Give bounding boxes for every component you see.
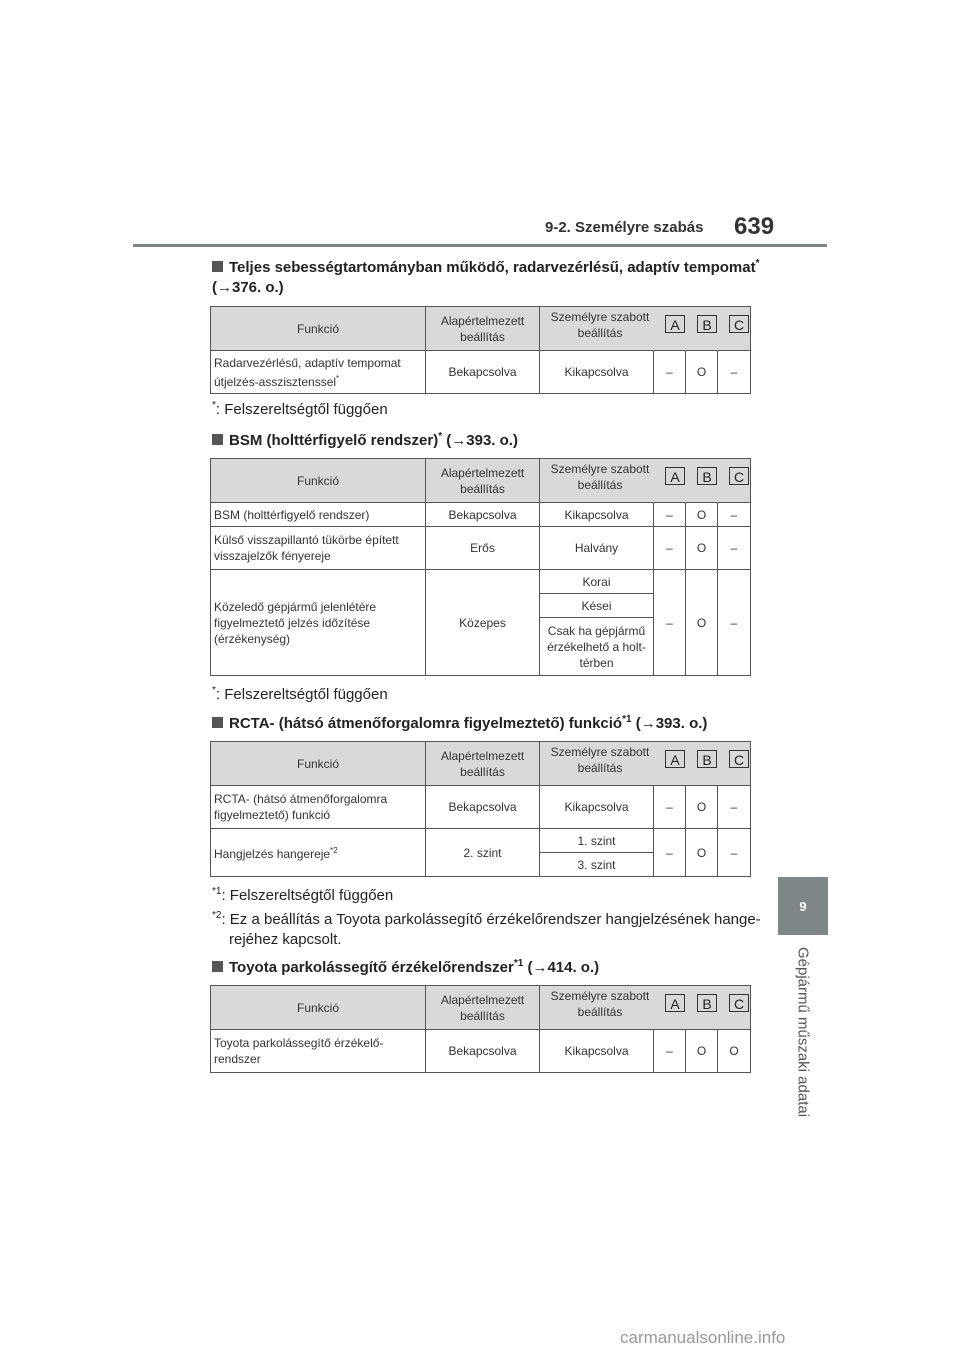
footnote-mark: *1 [513,958,524,969]
col-a-value: – [654,570,686,676]
table-header-row [211,307,751,351]
default-value: Bekapcsolva [426,786,540,829]
section1-ref [212,279,284,296]
label-c-icon: C [729,467,749,485]
col-b-value: O [686,570,718,676]
label-a-icon: A [665,315,685,333]
footnote-2 [212,685,388,703]
settings-table-3 [210,741,751,877]
label-a-icon: A [665,750,685,768]
footnote-mark: * [438,431,443,442]
col-b-value: O [686,786,718,829]
label-b-icon: B [697,750,717,768]
col-a-value: – [654,527,686,570]
col-funkcio: Funkció [211,986,426,1030]
footnote-mark: *2 [212,910,222,921]
section3-heading [212,714,707,732]
row-label [211,829,426,877]
custom-option: Korai [540,570,654,594]
page-number: 639 [734,213,775,240]
row-label [211,351,426,394]
chapter-side-title-text: Gépjármű műszaki adatai [794,946,812,1118]
footnote-text: : Felszereltségtől függően [221,887,394,904]
settings-table-2 [210,458,751,676]
col-custom: Személyre szabott beállítás [550,744,650,775]
table-row [211,503,751,527]
section3-title: RCTA- (hátsó átmenőforgalomra figyelmeztető) funkció [229,715,623,732]
col-default: Alapértelmezett beállítás [426,307,540,351]
footnote-mark: * [755,258,760,269]
default-value: 2. szint [426,829,540,877]
custom-value: Kikapcsolva [540,503,654,527]
chapter-side-title [760,942,846,1122]
label-b-icon: B [697,315,717,333]
footnote-mark: * [212,685,216,696]
row-label: BSM (holttérfigyelő rendszer) [211,503,426,527]
page-ref: (→376. o.) [212,279,284,296]
col-c-value: – [718,786,751,829]
custom-option: 3. szint [540,853,654,877]
col-custom: Személyre szabott beállítás [550,988,650,1019]
footnote-text: : Felszereltségtől függően [215,686,388,703]
col-a-value: – [654,503,686,527]
bullet-square-icon [212,961,223,972]
footnote-3b [212,910,761,928]
col-custom-group [540,459,751,503]
footnote-3b-cont: rejéhez kapcsolt. [229,931,342,948]
page-ref: (→393. o.) [442,432,518,449]
label-c-icon: C [729,994,749,1012]
custom-option: Kései [540,594,654,618]
col-funkcio: Funkció [211,459,426,503]
default-value: Bekapcsolva [426,1030,540,1073]
col-custom: Személyre szabott beállítás [550,461,650,492]
default-value: Bekapcsolva [426,351,540,394]
col-b-value: O [686,351,718,394]
page-ref: (→414. o.) [523,959,600,976]
col-a-value: – [654,829,686,877]
row-label: Toyota parkolássegítő érzékelő-rendszer [211,1030,426,1073]
label-c-icon: C [729,750,749,768]
col-custom-group [540,742,751,786]
row-label: Közeledő gépjármű jelenlétére figyelmeztető jelzés időzítése (érzékenység) [211,570,426,676]
row-label-text: Hangjelzés hangereje [214,847,331,861]
table-row [211,527,751,570]
section2-title: BSM (holttérfigyelő rendszer) [229,432,439,449]
footnote-text: : Felszereltségtől függően [215,401,388,418]
table-header-row [211,459,751,503]
bullet-square-icon [212,261,223,272]
bullet-square-icon [212,434,223,445]
label-a-icon: A [665,994,685,1012]
col-funkcio: Funkció [211,742,426,786]
col-a-value: – [654,1030,686,1073]
col-a-value: – [654,351,686,394]
table-header-row [211,742,751,786]
footnote-text: : Ez a beállítás a Toyota parkolássegítő érzékelőrendszer hangjelzésének hange- [221,911,761,928]
section-title: 9-2. Személyre szabás [545,219,704,236]
footnote-1 [212,400,388,418]
footnote-mark: *2 [330,846,338,855]
col-custom-group [540,307,751,351]
section2-heading [212,431,518,449]
section1-title: Teljes sebességtartományban működő, radarvezérlésű, adaptív tempomat [229,259,756,276]
row-label-text: Radarvezérlésű, adaptív tempomat útjelzés-asszisztenssel [214,355,401,389]
custom-option: Csak ha gépjármű érzékelhető a holt-térben [540,618,654,676]
col-c-value: – [718,351,751,394]
section4-heading [212,958,599,976]
col-a-value: – [654,786,686,829]
custom-value: Kikapcsolva [540,351,654,394]
page-ref: (→393. o.) [631,715,708,732]
col-default: Alapértelmezett beállítás [426,986,540,1030]
table-row [211,1030,751,1073]
custom-option: 1. szint [540,829,654,853]
col-c-value: – [718,503,751,527]
col-c-value: – [718,570,751,676]
custom-value: Kikapcsolva [540,786,654,829]
header-rule [133,244,827,247]
col-custom: Személyre szabott beállítás [550,309,650,340]
footnote-mark: * [336,373,340,383]
col-c-value: – [718,829,751,877]
col-default: Alapértelmezett beállítás [426,459,540,503]
footnote-3a [212,886,393,904]
chapter-tab: 9 [778,877,828,935]
row-label: Külső visszapillantó tükörbe épített visszajelzők fényereje [211,527,426,570]
default-value: Közepes [426,570,540,676]
custom-value: Kikapcsolva [540,1030,654,1073]
col-c-value: O [718,1030,751,1073]
table-row [211,829,751,853]
section1-heading [212,258,759,276]
default-value: Bekapcsolva [426,503,540,527]
watermark: carmanualsonline.info [620,1328,786,1347]
col-custom-group [540,986,751,1030]
label-a-icon: A [665,467,685,485]
col-b-value: O [686,1030,718,1073]
table-header-row [211,986,751,1030]
custom-value: Halvány [540,527,654,570]
col-default: Alapértelmezett beállítás [426,742,540,786]
footnote-mark: *1 [212,886,222,897]
bullet-square-icon [212,717,223,728]
settings-table-4 [210,985,751,1073]
footnote-mark: *1 [622,714,632,725]
footnote-mark: * [212,400,216,411]
settings-table-1 [210,306,751,394]
col-b-value: O [686,829,718,877]
label-b-icon: B [697,994,717,1012]
default-value: Erős [426,527,540,570]
section4-title: Toyota parkolássegítő érzékelőrendszer [229,959,514,976]
table-row [211,351,751,394]
col-funkcio: Funkció [211,307,426,351]
label-c-icon: C [729,315,749,333]
table-row [211,570,751,594]
row-label: RCTA- (hátsó átmenőforgalomra figyelmeztető) funkció [211,786,426,829]
table-row [211,786,751,829]
col-b-value: O [686,527,718,570]
label-b-icon: B [697,467,717,485]
col-c-value: – [718,527,751,570]
col-b-value: O [686,503,718,527]
